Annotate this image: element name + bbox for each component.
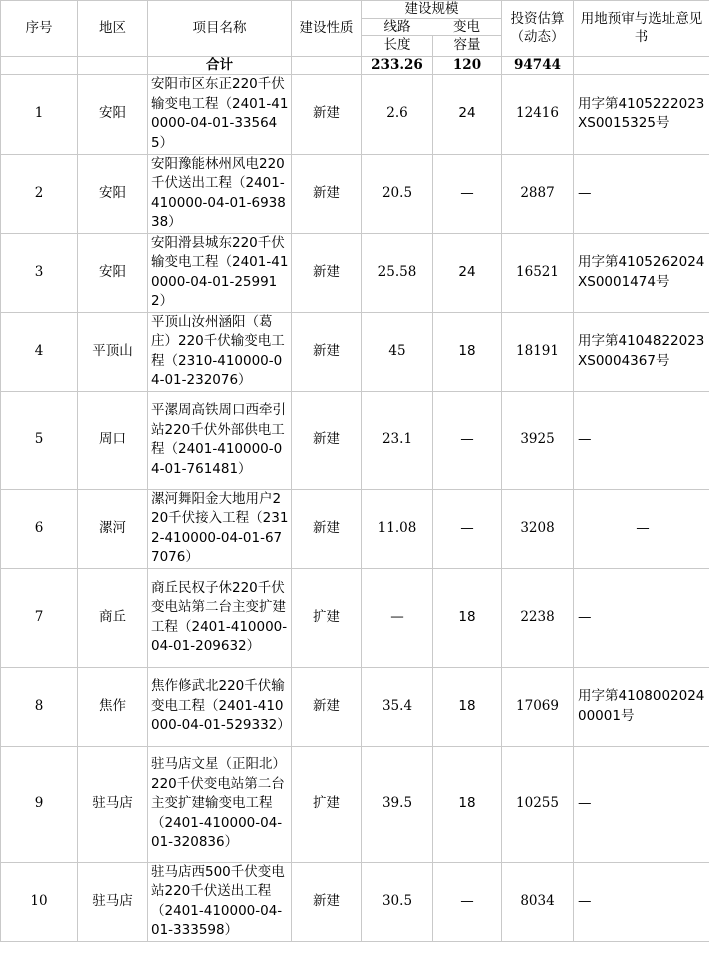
row-length: 39.5 [362, 746, 433, 862]
row-project-name: 驻马店文星（正阳北）220千伏变电站第二台主变扩建输变电工程（2401-410000-04-01-320836） [148, 746, 292, 862]
header-seq: 序号 [1, 1, 78, 57]
row-construction-type: 扩建 [292, 568, 362, 667]
row-region: 商丘 [78, 568, 148, 667]
header-investment [502, 1, 574, 57]
row-seq: 9 [1, 746, 78, 862]
row-project-name: 漯河舞阳金大地用户220千伏接入工程（2312-410000-04-01-677076） [148, 489, 292, 568]
header-scale [362, 1, 502, 36]
row-region: 驻马店 [78, 862, 148, 941]
row-region: 安阳 [78, 154, 148, 233]
row-length: 2.6 [362, 74, 433, 154]
row-project-name: 安阳市区东正220千伏输变电工程（2401-410000-04-01-335645） [148, 74, 292, 154]
header-capacity: 容量 [433, 36, 502, 57]
row-capacity: 24 [433, 74, 502, 154]
row-land-opinion: 用字第410800202400001号 [574, 667, 709, 746]
row-construction-type: 新建 [292, 74, 362, 154]
row-construction-type: 扩建 [292, 746, 362, 862]
row-construction-type: 新建 [292, 233, 362, 312]
row-investment: 17069 [502, 667, 574, 746]
row-land-opinion: — [574, 489, 709, 568]
table-row [1, 746, 709, 862]
row-land-opinion: 用字第4105222023XS0015325号 [574, 74, 709, 154]
row-length: 30.5 [362, 862, 433, 941]
row-capacity: — [433, 489, 502, 568]
row-capacity: — [433, 391, 502, 489]
table-row [1, 568, 709, 667]
row-investment: 2238 [502, 568, 574, 667]
row-region: 安阳 [78, 74, 148, 154]
table-row [1, 391, 709, 489]
row-region: 漯河 [78, 489, 148, 568]
row-project-name: 焦作修武北220千伏输变电工程（2401-410000-04-01-529332） [148, 667, 292, 746]
row-construction-type: 新建 [292, 391, 362, 489]
header-substation: 变电 [453, 19, 480, 35]
header-scale-sub [362, 19, 501, 35]
total-investment: 94744 [502, 56, 574, 74]
row-land-opinion: — [574, 862, 709, 941]
row-seq: 7 [1, 568, 78, 667]
row-construction-type: 新建 [292, 862, 362, 941]
table-row [1, 233, 709, 312]
row-construction-type: 新建 [292, 154, 362, 233]
row-seq: 10 [1, 862, 78, 941]
row-investment: 3208 [502, 489, 574, 568]
row-seq: 3 [1, 233, 78, 312]
row-seq: 5 [1, 391, 78, 489]
row-seq: 2 [1, 154, 78, 233]
row-region: 焦作 [78, 667, 148, 746]
total-label: 合计 [148, 56, 292, 74]
table-row [1, 312, 709, 391]
row-construction-type: 新建 [292, 667, 362, 746]
row-length: 35.4 [362, 667, 433, 746]
row-land-opinion: — [574, 391, 709, 489]
row-investment: 12416 [502, 74, 574, 154]
header-length: 长度 [362, 36, 433, 57]
table-row [1, 489, 709, 568]
table-row [1, 667, 709, 746]
row-land-opinion: — [574, 746, 709, 862]
row-land-opinion: 用字第4105262024XS0001474号 [574, 233, 709, 312]
row-capacity: 18 [433, 746, 502, 862]
row-capacity: 18 [433, 312, 502, 391]
header-construction-type: 建设性质 [292, 1, 362, 57]
row-investment: 10255 [502, 746, 574, 862]
total-empty-3 [292, 56, 362, 74]
row-seq: 1 [1, 74, 78, 154]
total-length: 233.26 [362, 56, 433, 74]
total-empty-1 [1, 56, 78, 74]
row-seq: 4 [1, 312, 78, 391]
row-capacity: 24 [433, 233, 502, 312]
row-project-name: 安阳豫能林州风电220千伏送出工程（2401-410000-04-01-693838） [148, 154, 292, 233]
row-investment: 16521 [502, 233, 574, 312]
header-land-opinion: 用地预审与选址意见书 [574, 1, 709, 57]
row-region: 平顶山 [78, 312, 148, 391]
row-land-opinion: 用字第4104822023XS0004367号 [574, 312, 709, 391]
header-line: 线路 [383, 19, 411, 35]
row-length: 11.08 [362, 489, 433, 568]
row-capacity: — [433, 154, 502, 233]
row-region: 安阳 [78, 233, 148, 312]
header-project-name: 项目名称 [148, 1, 292, 57]
total-row [1, 56, 709, 74]
row-construction-type: 新建 [292, 489, 362, 568]
row-length: 23.1 [362, 391, 433, 489]
row-region: 周口 [78, 391, 148, 489]
row-length: 45 [362, 312, 433, 391]
total-capacity: 120 [433, 56, 502, 74]
row-land-opinion: — [574, 568, 709, 667]
row-project-name: 安阳滑县城东220千伏输变电工程（2401-410000-04-01-259912） [148, 233, 292, 312]
header-region: 地区 [78, 1, 148, 57]
row-investment: 18191 [502, 312, 574, 391]
row-capacity: 18 [433, 667, 502, 746]
row-project-name: 驻马店西500千伏变电站220千伏送出工程（2401-410000-04-01-333598） [148, 862, 292, 941]
row-investment: 2887 [502, 154, 574, 233]
row-investment: 3925 [502, 391, 574, 489]
row-capacity: — [433, 862, 502, 941]
row-seq: 6 [1, 489, 78, 568]
row-construction-type: 新建 [292, 312, 362, 391]
row-seq: 8 [1, 667, 78, 746]
row-project-name: 平漯周高铁周口西牵引站220千伏外部供电工程（2401-410000-04-01-761481） [148, 391, 292, 489]
header-scale-title: 建设规模 [362, 1, 501, 19]
row-capacity: 18 [433, 568, 502, 667]
row-length: 25.58 [362, 233, 433, 312]
total-empty-2 [78, 56, 148, 74]
row-region: 驻马店 [78, 746, 148, 862]
table-row [1, 154, 709, 233]
row-investment: 8034 [502, 862, 574, 941]
header-investment-label: 投资估算 [510, 11, 565, 28]
table-row [1, 74, 709, 154]
row-length: — [362, 568, 433, 667]
total-empty-4 [574, 56, 709, 74]
row-project-name: 平顶山汝州涵阳（葛庄）220千伏输变电工程（2310-410000-04-01-232076） [148, 312, 292, 391]
row-project-name: 商丘民权子休220千伏变电站第二台主变扩建工程（2401-410000-04-01-209632） [148, 568, 292, 667]
row-land-opinion: — [574, 154, 709, 233]
row-length: 20.5 [362, 154, 433, 233]
header-investment-dynamic: （动态） [510, 29, 565, 46]
table-row [1, 862, 709, 941]
